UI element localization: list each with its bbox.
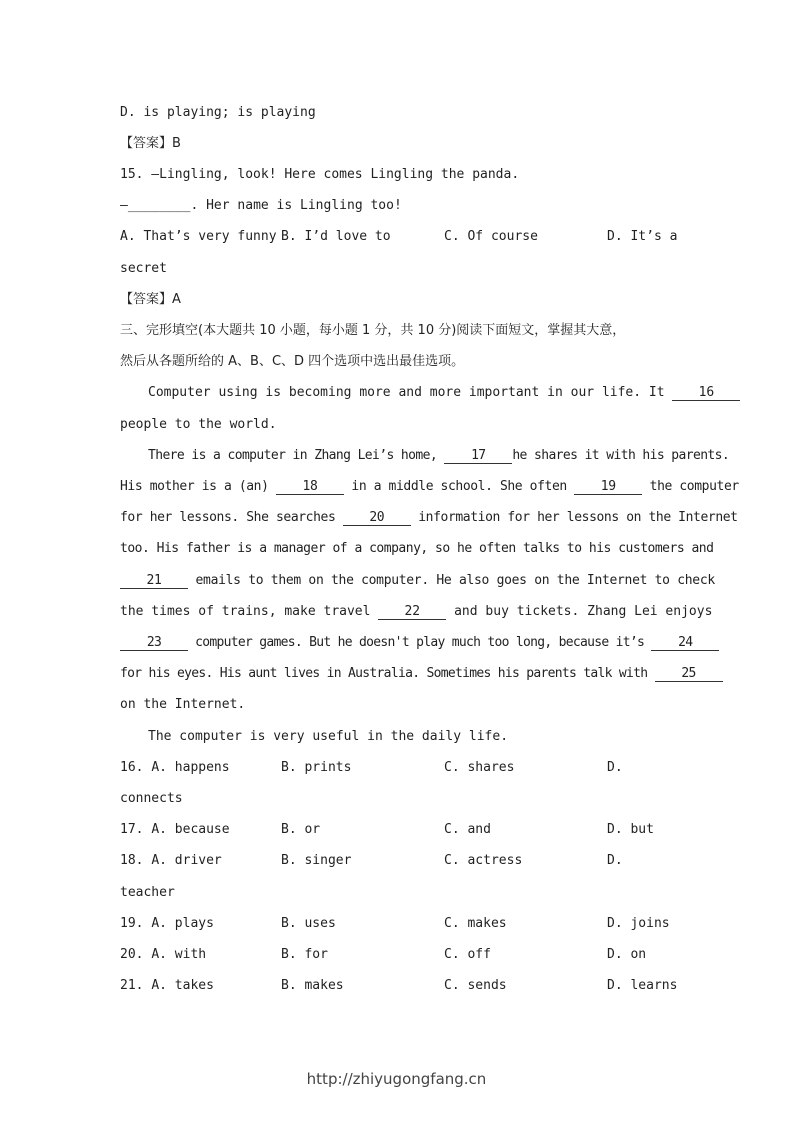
q-option-d-cont: teacher [120,885,175,900]
reply-text: . Her name is Lingling too! [190,198,402,213]
passage-text: computer games. But he doesn't play much too long, because it’s [195,635,645,650]
q15-option-d-cont: secret [120,261,167,276]
q-option-c: C. off [444,947,491,962]
passage-line-9 [120,634,719,652]
passage-line-7 [120,572,715,590]
q-option-a-text: A. plays [151,916,214,931]
q-number: 21. [120,978,144,993]
blank-25: 25 [655,666,723,682]
q14-option-d: D. is playing; is playing [120,105,316,120]
passage-text: information for her lessons on the Internet [418,510,738,525]
q15-option-b: B. I’d love to [281,229,391,244]
passage-text: the computer [649,479,739,494]
q-option-b: B. or [281,822,321,837]
passage-line-11: on the Internet. [120,697,246,712]
q-option-a-text: A. happens [151,760,230,775]
passage-closing: The computer is very useful in the daily life. [148,729,509,744]
passage-line-8 [120,603,712,621]
q-number: 18. [120,853,144,868]
q-option-b: B. prints [281,760,352,775]
passage-text: in a middle school. She often [351,479,567,494]
q-option-a [120,759,230,777]
answer-14: 【答案】B [120,136,181,151]
answer-15: 【答案】A [120,292,181,307]
blank-23: 23 [120,635,188,651]
q-option-a [120,977,214,995]
passage-text: There is a computer in Zhang Lei’s home, [148,448,438,463]
q-option-c: C. shares [444,760,515,775]
blank-24: 24 [651,635,719,651]
q-option-d: D. learns [607,978,678,993]
blank-20: 20 [343,510,411,526]
passage-line-6: too. His father is a manager of a company, so he often talks to his customers and [120,541,714,556]
section-3-instructions: 然后从各题所给的 A、B、C、D 四个选项中选出最佳选项。 [120,354,465,369]
q-option-d: D. but [607,822,654,837]
q-option-b: B. for [281,947,328,962]
dash: — [120,198,128,213]
blank-22: 22 [378,604,446,620]
q15-option-a: A. That’s very funny [120,229,277,244]
q-option-b: B. singer [281,853,352,868]
question-15: 15. —Lingling, look! Here comes Lingling the panda. [120,167,520,182]
blank-18: 18 [276,479,344,495]
q-option-d: D. [607,853,623,868]
footer-url: http://zhiyugongfang.cn [306,1070,487,1088]
passage-text: and buy tickets. Zhang Lei enjoys [454,604,713,619]
passage-line-10 [120,665,723,683]
question-15-reply [120,197,402,215]
q-option-a [120,852,222,870]
passage-text: for his eyes. His aunt lives in Australia. Sometimes his parents talk with [120,666,648,681]
blank-17: 17 [444,448,512,464]
q-option-b: B. uses [281,916,336,931]
q-option-d: D. joins [607,916,670,931]
passage-text: the times of trains, make travel [120,604,371,619]
blank-16: 16 [672,385,740,401]
q15-option-d: D. It’s a [607,229,678,244]
q-option-a-text: A. with [151,947,207,962]
q-number: 17. [120,822,144,837]
passage-line-4 [120,478,739,496]
blank-15: ________ [127,198,191,213]
q-option-c: C. makes [444,916,507,931]
passage-line-2: people to the world. [120,417,277,432]
q-option-d: D. on [607,947,647,962]
q-option-c: C. and [444,822,491,837]
passage-text: emails to them on the computer. He also goes on the Internet to check [195,573,715,588]
passage-text: His mother is a (an) [120,479,269,494]
passage-text: he shares it with his parents. [512,448,730,463]
passage-line-3 [148,447,729,465]
q-option-a [120,821,230,839]
q-option-b: B. makes [281,978,344,993]
q-option-d-cont: connects [120,791,183,806]
section-3-heading: 三、完形填空(本大题共 10 小题，每小题 1 分，共 10 分)阅读下面短文，掌握其大意， [120,323,626,338]
q-option-c: C. sends [444,978,507,993]
q-option-a-text: A. takes [151,978,214,993]
passage-text: for her lessons. She searches [120,510,336,525]
q-option-a-text: A. driver [151,853,222,868]
q-option-a [120,946,206,964]
q-number: 16. [120,760,144,775]
passage-text: Computer using is becoming more and more important in our life. It [148,385,665,400]
passage-line-5 [120,509,738,527]
q-option-a-text: A. because [151,822,230,837]
q-option-d: D. [607,760,623,775]
blank-19: 19 [574,479,642,495]
blank-21: 21 [120,573,188,589]
q-option-a [120,915,214,933]
passage-line-1 [148,384,740,402]
q15-option-c: C. Of course [444,229,538,244]
q-number: 19. [120,916,144,931]
q-option-c: C. actress [444,853,523,868]
q-number: 20. [120,947,144,962]
